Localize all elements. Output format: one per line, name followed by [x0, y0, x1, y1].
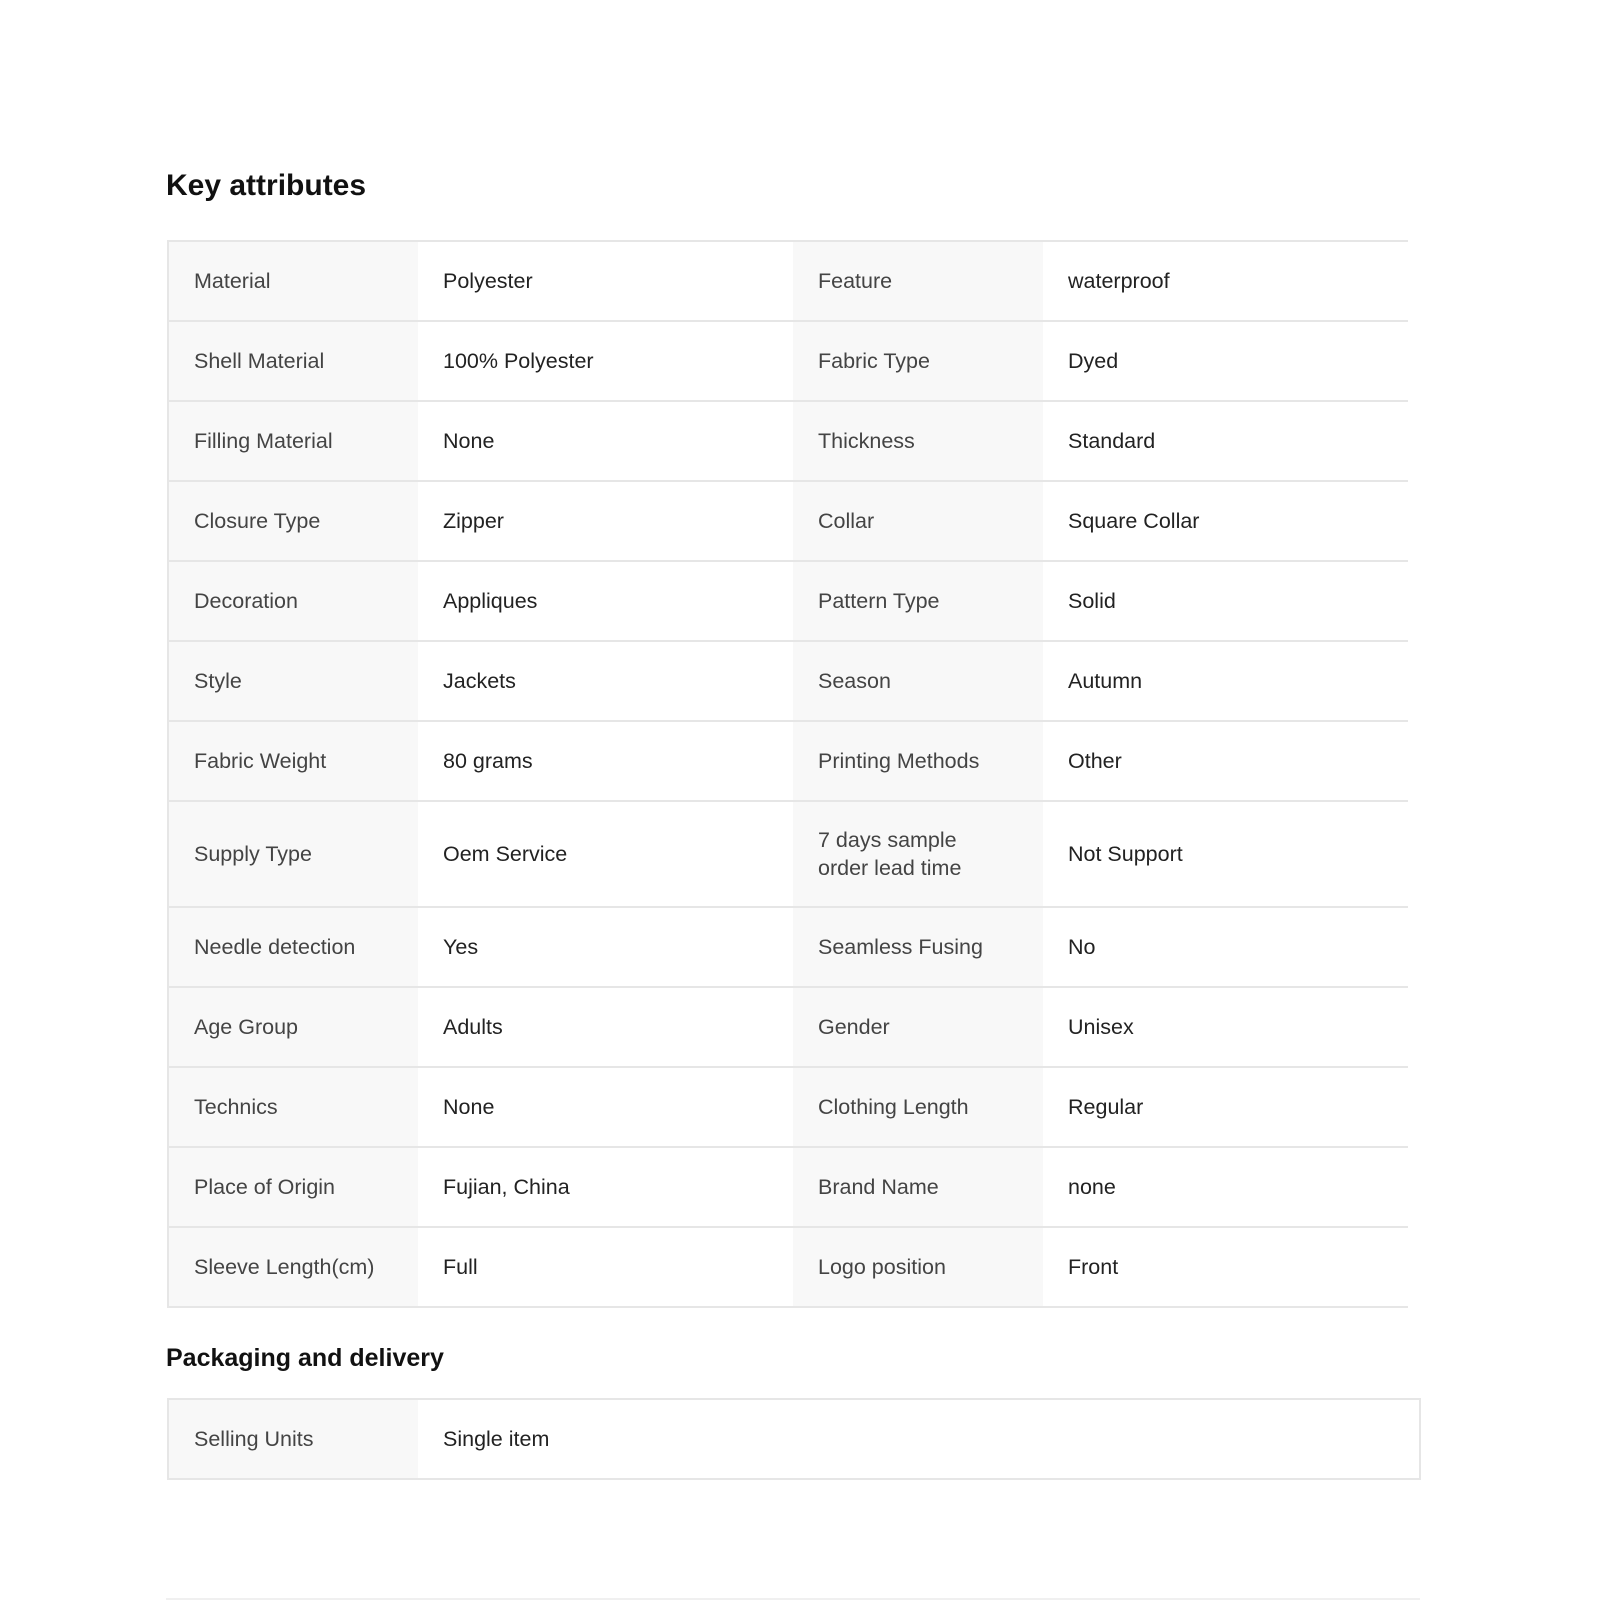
table-row: [168, 1067, 1408, 1147]
table-row: [168, 721, 1408, 801]
attribute-label: Feature: [793, 241, 1043, 321]
attribute-label: Logo position: [793, 1227, 1043, 1307]
attribute-value: Square Collar: [1043, 481, 1408, 561]
attribute-label: Clothing Length: [793, 1067, 1043, 1147]
attribute-label: Fabric Type: [793, 321, 1043, 401]
attribute-value: waterproof: [1043, 241, 1408, 321]
attribute-label: Closure Type: [168, 481, 418, 561]
attribute-label: Sleeve Length(cm): [168, 1227, 418, 1307]
attribute-label: Printing Methods: [793, 721, 1043, 801]
attribute-label: Selling Units: [168, 1399, 418, 1479]
attribute-value: 100% Polyester: [418, 321, 793, 401]
attribute-value: Oem Service: [418, 801, 793, 907]
attribute-label: Filling Material: [168, 401, 418, 481]
table-row: [168, 1227, 1408, 1307]
key-attributes-table: [167, 240, 1408, 1308]
attribute-value: Appliques: [418, 561, 793, 641]
attribute-value: Not Support: [1043, 801, 1408, 907]
attribute-value: Yes: [418, 907, 793, 987]
attribute-label: Style: [168, 641, 418, 721]
attribute-value: None: [418, 1067, 793, 1147]
attribute-label: Material: [168, 241, 418, 321]
attribute-value: No: [1043, 907, 1408, 987]
attribute-label: Fabric Weight: [168, 721, 418, 801]
attribute-value: Polyester: [418, 241, 793, 321]
table-row: [168, 987, 1408, 1067]
attribute-value: Full: [418, 1227, 793, 1307]
attribute-value: 80 grams: [418, 721, 793, 801]
attribute-value: Solid: [1043, 561, 1408, 641]
table-row: [168, 241, 1408, 321]
packaging-delivery-title: Packaging and delivery: [166, 1344, 444, 1372]
attribute-value: Single item: [418, 1399, 1420, 1479]
attribute-label: Supply Type: [168, 801, 418, 907]
attribute-value: Regular: [1043, 1067, 1408, 1147]
attribute-label: Pattern Type: [793, 561, 1043, 641]
table-row: [168, 1399, 1420, 1479]
attribute-value: Adults: [418, 987, 793, 1067]
attribute-value: Other: [1043, 721, 1408, 801]
table-row: [168, 321, 1408, 401]
table-row: [168, 481, 1408, 561]
packaging-delivery-table: [167, 1398, 1421, 1480]
attribute-label: Age Group: [168, 987, 418, 1067]
attribute-label: Shell Material: [168, 321, 418, 401]
attribute-label: Place of Origin: [168, 1147, 418, 1227]
attribute-label: Brand Name: [793, 1147, 1043, 1227]
attribute-value: Jackets: [418, 641, 793, 721]
key-attributes-title: Key attributes: [166, 169, 367, 202]
attribute-label: Technics: [168, 1067, 418, 1147]
attribute-label: Gender: [793, 987, 1043, 1067]
table-row: [168, 801, 1408, 907]
attribute-value: Standard: [1043, 401, 1408, 481]
table-row: [168, 907, 1408, 987]
attribute-label: Thickness: [793, 401, 1043, 481]
attribute-value: Unisex: [1043, 987, 1408, 1067]
attribute-label: 7 days sample order lead time: [793, 801, 1043, 907]
attribute-value: Dyed: [1043, 321, 1408, 401]
table-row: [168, 401, 1408, 481]
attribute-label: Decoration: [168, 561, 418, 641]
attribute-value: Autumn: [1043, 641, 1408, 721]
attribute-value: Zipper: [418, 481, 793, 561]
attribute-value: none: [1043, 1147, 1408, 1227]
attribute-label: Collar: [793, 481, 1043, 561]
table-row: [168, 641, 1408, 721]
attribute-label: Season: [793, 641, 1043, 721]
attribute-value: None: [418, 401, 793, 481]
attribute-value: Fujian, China: [418, 1147, 793, 1227]
attribute-label: Needle detection: [168, 907, 418, 987]
attribute-label: Seamless Fusing: [793, 907, 1043, 987]
table-row: [168, 561, 1408, 641]
table-row: [168, 1147, 1408, 1227]
attribute-value: Front: [1043, 1227, 1408, 1307]
